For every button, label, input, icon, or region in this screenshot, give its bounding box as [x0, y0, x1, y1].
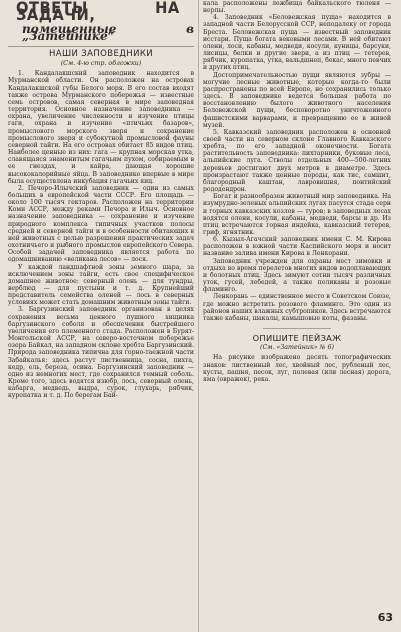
paragraph-belovezhskaya: 4. Заповедник «Беловежская пуща» находится в западной части Белорусской ССР, неподалеку от города Бреста. Беловежская пуща — известный заповедник исстари. Пуща богата вековыми лесами. В ней обитают олени, лоси, кабаны, медведи, косули, куницы, барсуки, лисицы, белки и другие звери, а из птиц — тетерев, рябчик, куропатка, утка, вальдшнеп, бекас, много певчих и других птиц. — [203, 14, 391, 72]
paragraph-pechoro-ilych: 2. Печоро-Илычский заповедник — один из самых больших в европейской части СССР. Его площадь — около 100 тысяч гектаров. Расположен на территории Коми АССР, между реками Печора и Илыч. Основное назначение заповедника — сохранение и изучение природного комплекса типичных участков полосы средней и северной тайги и в особенности обитающих в ней животных с целью разрешения практических задач охотничьего и рыбного промыслов европейского Севера. Особой задачей заповедника является работа по одомашниванию «великана лесов» — лося. — [8, 184, 194, 264]
header-title: ОТВЕТЫ НА ЗАДАЧИ, — [16, 0, 180, 25]
page-header — [8, 0, 194, 47]
paragraph-zubry: Достопримечательностью пущи являются зубры — могучие лесные животные, которые когда-то были распространены по всей Европе, но сохранились только здесь. В заповеднике ведется большая работа по восстановлению былого животного населения Беловежской пущи, бесповоротно уничтоженного фашистскими варварами, и превращению ее в живой музей. — [203, 71, 391, 129]
paragraph-lenkoran: Ленкорань — единственное место в Советском Союзе, где можно встретить розового фламинго. Это один из районов наших влажных субтропиков. Здесь встречаются также кабаны, шакалы, камышовые коты, фазаны. — [203, 293, 391, 322]
puzzle-answer: На рисунке изображено десять топографических знаков: лиственный лес, хвойный лес, рубленый лес, кусты, пашня, песок, луг, полевая (или лесная) дорога, яма (овражек), река. — [203, 354, 391, 383]
puzzle-reference: (См. «Затейник» № 6) — [259, 344, 335, 352]
paragraph-baikal-continuation: кала расположены лежбища байкальского тюленя — нерпы. — [203, 0, 391, 15]
paragraph-kavkaz-fauna: Богат и разнообразен животный мир заповедника. На изумрудно-зеленых альпийских лугах пасутся стада серн и горных кавказских козлов — туров; в заповедных лесах водятся олени, косули, кабаны, медведи, барсы и др. Из птиц встречаются горная индейка, кавказский тетерев, гриф, ягнятник. — [203, 193, 391, 236]
paragraph-barguzin: 3. Баргузинский заповедник организован в целях сохранения весьма ценного пушного хищника баргузинского соболя и обеспечения быстрейшего увеличения его племенного стада. Расположен в Бурят-Монгольской АССР, на северо-восточном побережье озера Байкал, на западном склоне хребта Баргузинский. Природа заповедника типична для горно-таежной части Забайкалья: здесь растут лиственница, сосна, пихта, кедр, ель, береза, осина. Баргузинский заповедник — одно из немногих мест, где сохранился темный соболь. Кроме того, здесь водятся изюбр, лось, северный олень, кабарга, медведь, выдра, сурок, глухарь, рябчик, куропатка и т. д. По берегам Бай- — [8, 306, 194, 400]
puzzle-title: ОПИШИТЕ ПЕЙЗАЖ — [252, 333, 342, 344]
section-reference: (См. 4-ю стр. обложки) — [60, 60, 142, 68]
section-title: НАШИ ЗАПОВЕДНИКИ — [48, 49, 154, 59]
paragraph-kandalaksha: 1. Кандалакшский заповедник находится в Мурманской области. Он расположен на островах Кандалакшской губы Белого моря. В его состав входят также острова Мурманского побережья — известные семь островов, самая северная в мире заповедная территория. Основное назначение заповедника — охрана, увеличение численности и изучение птицы гаги, охрана и изучение «птичьих базаров», промыслового морского зверя и сохранение промыслового зверя и субокутной промысловой фауны северной тайги. На его островах обитает 85 видов птиц. Наиболее ценные из них: гага — крупная морская утка, славящаяся знаменитым гагачьим пухом, собираемым в ее гнездах, и кайра, дающая хорошие высококалорийные яйца. В заповеднике впервые в мире была осуществлена инкубация гагачьих яиц. — [8, 70, 194, 185]
page-number: 63 — [377, 611, 393, 624]
right-column — [203, 0, 391, 383]
paragraph-elk-domestication: У каждой ландшафтной зоны земного шара, за исключением зоны тайги, есть свое специфическое домашнее животное: северный олень — для тундры, верблюд — для пустыни и т. д. Крупнейший представитель семейства оленей — лось в северных условиях может стать домашним животным зоны тайги. — [8, 263, 194, 307]
left-column — [8, 0, 194, 400]
paragraph-kyzyl-agach: 6. Кызыл-Агачский заповедник имени С. М. Кирова расположен в южной части Каспийского моря и носит название залива имени Кирова в Ленкорани. — [203, 236, 391, 258]
paragraph-wintering: Заповедник учрежден для охраны мест зимовки и отдыха во время перелетов многих видов водоплавающих и болотных птиц. Здесь зимуют сотни тысяч различных уток, гусей, лебедей, а также пеликаны и розовые фламинго. — [203, 257, 391, 294]
separator-rule — [263, 328, 331, 329]
header-subtitle: помещенные в „Затейнике“ — [22, 22, 194, 44]
column-divider — [198, 0, 199, 632]
paragraph-kavkaz: 5. Кавказский заповедник расположен в основной своей части на северном склоне Главного Кавказского хребта, по его западной оконечности. Богата растительность заповедника: пихтарники, буковые леса, альпийские луга. Стволы отдельных 400—500-летних деревьев достигают двух метров в диаметре. Здесь произрастают также ценные породы, как тис, самшит, благородный каштан, лавровишня, понтийский рододендрон. — [203, 128, 391, 194]
